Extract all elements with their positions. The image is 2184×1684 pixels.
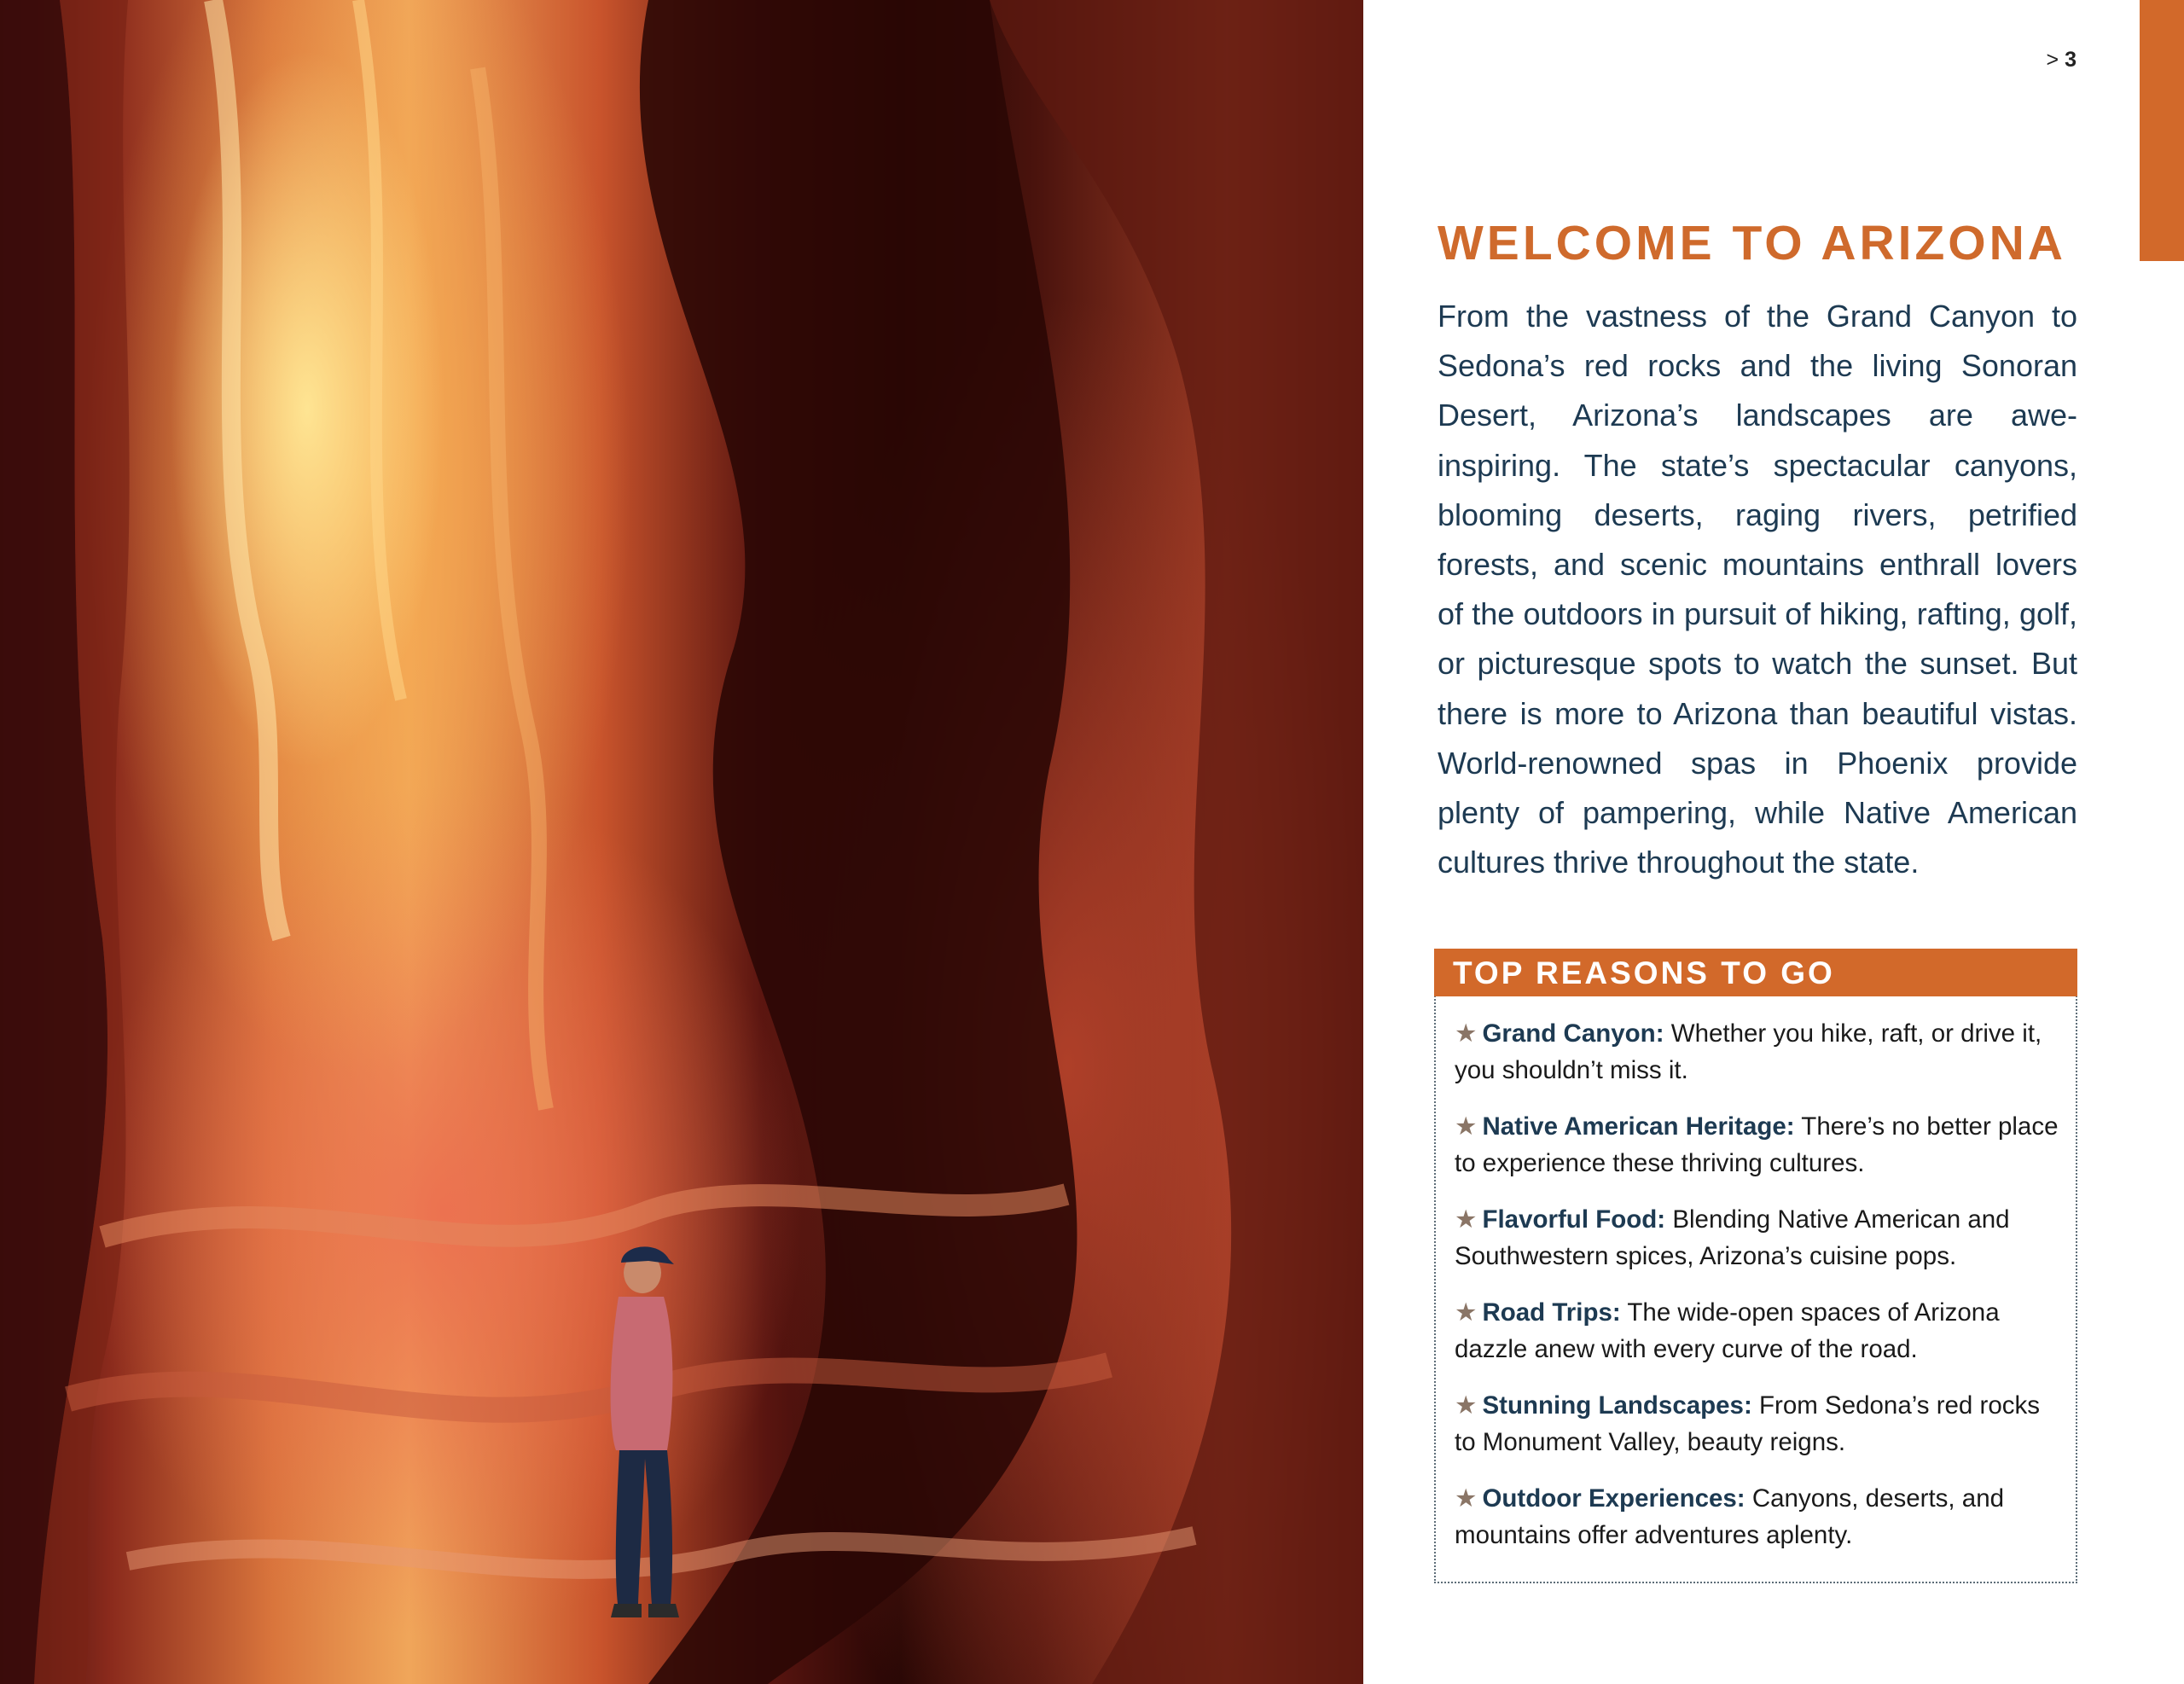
reason-title: Road Trips: (1482, 1298, 1621, 1327)
reason-item (1455, 1015, 2060, 1089)
reason-text: The wide-open spaces of Arizona dazzle anew with every curve of the road. (1455, 1298, 2000, 1363)
reason-title: Outdoor Experiences: (1482, 1484, 1745, 1513)
reason-item (1455, 1294, 2060, 1368)
reason-item (1455, 1108, 2060, 1182)
page-number-prefix: > (2046, 48, 2059, 72)
reason-text: Blending Native American and Southwestern spices, Arizona’s cuisine pops. (1455, 1205, 2010, 1270)
reason-title: Grand Canyon: (1482, 1019, 1664, 1048)
intro-paragraph: From the vastness of the Grand Canyon to Sedona’s red rocks and the living Sonoran Desert, Arizona’s landscapes are awe-inspiring. The state’s spectacular canyons, blooming deserts, raging rivers, petrified forests, and scenic mountains enthrall lovers of the outdoors in pursuit of hiking, rafting, golf, or picturesque spots to watch the sunset. But there is more to Arizona than beautiful vistas. World-renowned spas in Phoenix provide plenty of pampering, while Native American cultures thrive throughout the state. (1438, 299, 2077, 880)
top-reasons-header: TOP REASONS TO GO (1434, 949, 2077, 996)
reason-text: There’s no better place to experience these thriving cultures. (1455, 1112, 2059, 1177)
star-icon: ★ (1455, 1298, 1478, 1327)
page-number (2047, 48, 2077, 73)
top-reasons-list (1455, 1015, 2060, 1573)
star-icon: ★ (1455, 1019, 1478, 1048)
reason-item (1455, 1201, 2060, 1275)
reason-item (1455, 1480, 2060, 1553)
reason-title: Stunning Landscapes: (1482, 1391, 1752, 1420)
reason-text: Whether you hike, raft, or drive it, you shouldn’t miss it. (1455, 1019, 2042, 1084)
reason-title: Native American Heritage: (1482, 1112, 1795, 1141)
reason-text: Canyons, deserts, and mountains offer adventures aplenty. (1455, 1484, 2005, 1549)
reason-text: From Sedona’s red rocks to Monument Valley, beauty reigns. (1455, 1391, 2041, 1456)
page-title: WELCOME TO ARIZONA (1438, 216, 2066, 270)
reason-item (1455, 1387, 2060, 1460)
star-icon: ★ (1455, 1484, 1478, 1513)
star-icon: ★ (1455, 1391, 1478, 1420)
chapter-edge-tab (2140, 0, 2184, 261)
page-number-value: 3 (2065, 48, 2077, 72)
reason-title: Flavorful Food: (1482, 1205, 1666, 1234)
star-icon: ★ (1455, 1205, 1478, 1234)
star-icon: ★ (1455, 1112, 1478, 1141)
